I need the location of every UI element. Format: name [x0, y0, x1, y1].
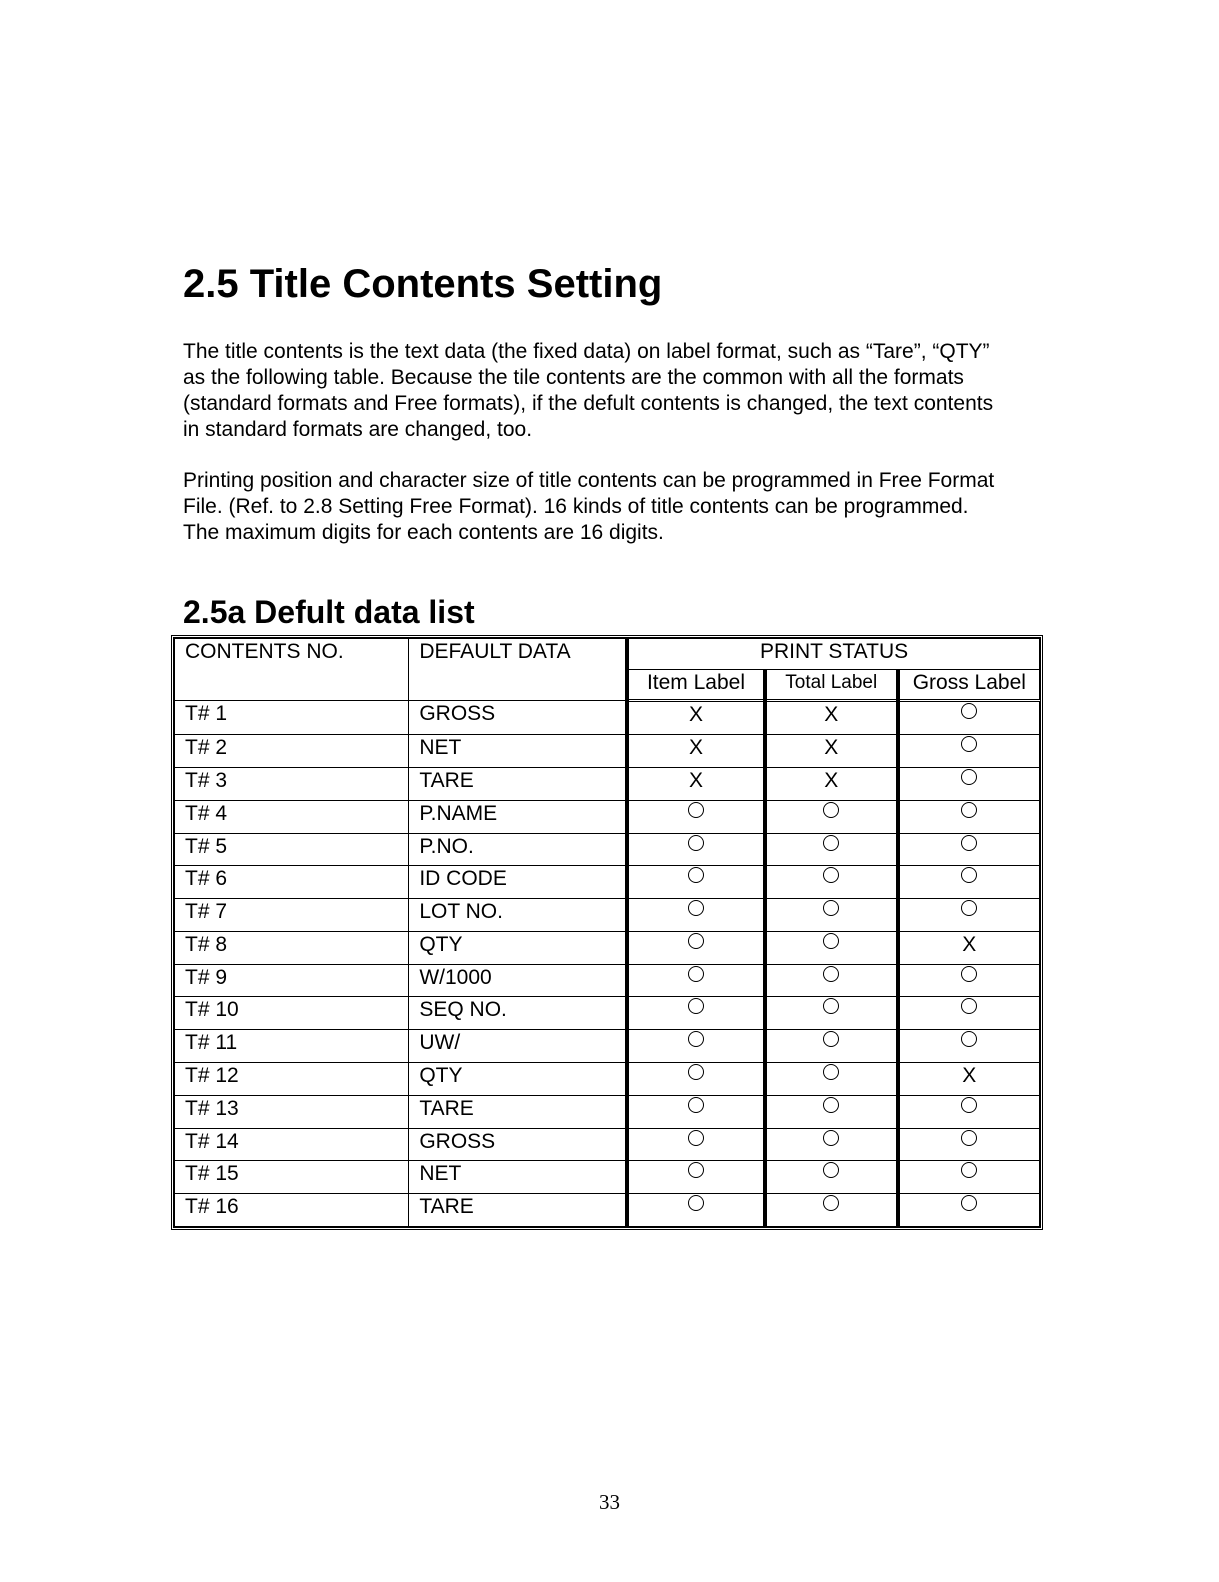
cell-total-label-status [765, 997, 898, 1030]
cell-item-label-status [627, 899, 765, 932]
cell-contents-no: T# 1 [175, 701, 409, 735]
cell-default-data: SEQ NO. [409, 997, 627, 1030]
cell-default-data: QTY [409, 931, 627, 964]
cell-gross-label-status [898, 1128, 1040, 1161]
circle-icon [688, 933, 704, 949]
circle-mark-wrap [687, 932, 705, 958]
table-row [175, 866, 1040, 899]
cell-item-label-status [627, 800, 765, 833]
cell-item-label-status [627, 1194, 765, 1227]
circle-icon [961, 966, 977, 982]
cell-contents-no: T# 11 [175, 1030, 409, 1063]
circle-icon [688, 835, 704, 851]
cell-contents-no: T# 7 [175, 899, 409, 932]
circle-mark-wrap [687, 1063, 705, 1089]
circle-mark-wrap [687, 801, 705, 827]
x-mark: X [688, 736, 703, 760]
circle-mark-wrap [687, 1129, 705, 1155]
cell-gross-label-status [898, 997, 1040, 1030]
circle-mark-wrap [960, 866, 978, 892]
circle-icon [823, 966, 839, 982]
circle-mark-wrap [960, 899, 978, 925]
circle-mark-wrap [960, 1161, 978, 1187]
x-mark: X [688, 768, 703, 792]
default-data-table-frame [171, 635, 1043, 1230]
circle-mark-wrap [960, 1030, 978, 1056]
section-title: 2.5a Defult data list [183, 594, 475, 630]
table-row [175, 1030, 1040, 1063]
table-row [175, 1194, 1040, 1227]
table-row [175, 1161, 1040, 1194]
x-mark: X [824, 703, 839, 727]
circle-mark-wrap [822, 801, 840, 827]
default-data-table [174, 638, 1040, 1227]
cell-default-data: TARE [409, 767, 627, 800]
table-row [175, 931, 1040, 964]
circle-icon [688, 1195, 704, 1211]
circle-mark-wrap [822, 932, 840, 958]
circle-icon [688, 1130, 704, 1146]
circle-mark-wrap [687, 899, 705, 925]
paragraph-line: in standard formats are changed, too. [183, 418, 533, 441]
cell-default-data: QTY [409, 1063, 627, 1096]
circle-icon [823, 1130, 839, 1146]
table-row [175, 1063, 1040, 1096]
paragraph-line: as the following table. Because the tile contents are the common with all the formats [183, 366, 964, 389]
cell-contents-no: T# 16 [175, 1194, 409, 1227]
circle-mark-wrap [822, 834, 840, 860]
cell-total-label-status [765, 931, 898, 964]
paragraph-line: The title contents is the text data (the fixed data) on label format, such as “Tare”, “QTY” [183, 340, 990, 363]
cell-gross-label-status [898, 735, 1040, 768]
circle-icon [688, 802, 704, 818]
cell-total-label-status [765, 701, 898, 735]
paragraph-line: Printing position and character size of title contents can be programmed in Free Format [183, 469, 995, 492]
circle-mark-wrap [960, 1129, 978, 1155]
cell-total-label-status [765, 866, 898, 899]
circle-mark-wrap [822, 866, 840, 892]
circle-mark-wrap [822, 1161, 840, 1187]
cell-default-data: LOT NO. [409, 899, 627, 932]
circle-mark-wrap [960, 834, 978, 860]
circle-icon [688, 966, 704, 982]
circle-mark-wrap [687, 1194, 705, 1220]
cell-item-label-status [627, 767, 765, 800]
cell-item-label-status [627, 735, 765, 768]
cell-default-data: NET [409, 1161, 627, 1194]
circle-icon [961, 802, 977, 818]
circle-icon [688, 1097, 704, 1113]
cell-total-label-status [765, 1095, 898, 1128]
cell-item-label-status [627, 866, 765, 899]
circle-mark-wrap [960, 965, 978, 991]
circle-icon [823, 835, 839, 851]
circle-mark-wrap [687, 1030, 705, 1056]
cell-default-data: UW/ [409, 1030, 627, 1063]
x-mark: X [962, 932, 977, 956]
cell-contents-no: T# 13 [175, 1095, 409, 1128]
cell-contents-no: T# 3 [175, 767, 409, 800]
cell-total-label-status [765, 1161, 898, 1194]
cell-gross-label-status [898, 1194, 1040, 1227]
table-row [175, 701, 1040, 735]
circle-icon [823, 1097, 839, 1113]
cell-item-label-status [627, 964, 765, 997]
cell-default-data: W/1000 [409, 964, 627, 997]
table-row [175, 767, 1040, 800]
cell-contents-no: T# 2 [175, 735, 409, 768]
x-mark: X [688, 703, 703, 727]
cell-total-label-status [765, 833, 898, 866]
cell-contents-no: T# 10 [175, 997, 409, 1030]
cell-total-label-status [765, 1030, 898, 1063]
circle-mark-wrap [822, 1194, 840, 1220]
cell-contents-no: T# 12 [175, 1063, 409, 1096]
cell-gross-label-status [898, 1095, 1040, 1128]
header-default-data: DEFAULT DATA [409, 639, 627, 701]
cell-item-label-status [627, 1161, 765, 1194]
page-title: 2.5 Title Contents Setting [183, 262, 663, 306]
table-row [175, 899, 1040, 932]
circle-mark-wrap [960, 702, 978, 728]
cell-gross-label-status [898, 899, 1040, 932]
cell-item-label-status [627, 931, 765, 964]
circle-mark-wrap [822, 965, 840, 991]
x-mark: X [824, 768, 839, 792]
circle-mark-wrap [687, 1096, 705, 1122]
table-row [175, 735, 1040, 768]
cell-item-label-status [627, 1030, 765, 1063]
x-mark: X [962, 1064, 977, 1088]
table-header-row [175, 639, 1040, 670]
table-row [175, 1128, 1040, 1161]
cell-item-label-status [627, 1128, 765, 1161]
header-gross-label: Gross Label [898, 669, 1040, 701]
table-row [175, 833, 1040, 866]
cell-gross-label-status [898, 833, 1040, 866]
cell-item-label-status [627, 833, 765, 866]
table-row [175, 1095, 1040, 1128]
cell-item-label-status [627, 997, 765, 1030]
cell-gross-label-status [898, 1063, 1040, 1096]
page-number: 33 [599, 1490, 620, 1514]
circle-icon [823, 802, 839, 818]
paragraph-line: File. (Ref. to 2.8 Setting Free Format). 16 kinds of title contents can be programmed. [183, 495, 969, 518]
cell-default-data: GROSS [409, 1128, 627, 1161]
circle-icon [961, 1130, 977, 1146]
circle-mark-wrap [960, 801, 978, 827]
header-print-status: PRINT STATUS [627, 639, 1039, 670]
circle-mark-wrap [687, 1161, 705, 1187]
cell-total-label-status [765, 800, 898, 833]
cell-default-data: P.NAME [409, 800, 627, 833]
cell-contents-no: T# 8 [175, 931, 409, 964]
cell-default-data: TARE [409, 1194, 627, 1227]
cell-default-data: GROSS [409, 701, 627, 735]
cell-gross-label-status [898, 767, 1040, 800]
cell-contents-no: T# 6 [175, 866, 409, 899]
cell-total-label-status [765, 1194, 898, 1227]
circle-mark-wrap [687, 866, 705, 892]
circle-mark-wrap [687, 834, 705, 860]
cell-contents-no: T# 14 [175, 1128, 409, 1161]
cell-gross-label-status [898, 701, 1040, 735]
cell-gross-label-status [898, 800, 1040, 833]
cell-default-data: TARE [409, 1095, 627, 1128]
cell-contents-no: T# 5 [175, 833, 409, 866]
x-mark: X [824, 736, 839, 760]
circle-mark-wrap [822, 899, 840, 925]
cell-total-label-status [765, 1063, 898, 1096]
cell-default-data: ID CODE [409, 866, 627, 899]
circle-mark-wrap [822, 1063, 840, 1089]
circle-mark-wrap [960, 768, 978, 794]
table-row [175, 997, 1040, 1030]
cell-total-label-status [765, 767, 898, 800]
cell-default-data: NET [409, 735, 627, 768]
circle-icon [688, 1064, 704, 1080]
header-item-label: Item Label [627, 669, 765, 701]
circle-mark-wrap [687, 997, 705, 1023]
cell-gross-label-status [898, 931, 1040, 964]
cell-item-label-status [627, 1095, 765, 1128]
cell-contents-no: T# 15 [175, 1161, 409, 1194]
table-row [175, 964, 1040, 997]
circle-mark-wrap [960, 1096, 978, 1122]
cell-contents-no: T# 9 [175, 964, 409, 997]
circle-mark-wrap [822, 1129, 840, 1155]
cell-gross-label-status [898, 1030, 1040, 1063]
cell-contents-no: T# 4 [175, 800, 409, 833]
paragraph-line: (standard formats and Free formats), if the defult contents is changed, the text contents [183, 392, 994, 415]
cell-total-label-status [765, 964, 898, 997]
cell-total-label-status [765, 735, 898, 768]
cell-gross-label-status [898, 866, 1040, 899]
circle-mark-wrap [960, 735, 978, 761]
circle-mark-wrap [822, 1096, 840, 1122]
header-contents-no: CONTENTS NO. [175, 639, 409, 701]
table-row [175, 800, 1040, 833]
cell-gross-label-status [898, 964, 1040, 997]
circle-mark-wrap [960, 997, 978, 1023]
circle-mark-wrap [822, 997, 840, 1023]
circle-icon [688, 900, 704, 916]
circle-mark-wrap [822, 1030, 840, 1056]
cell-gross-label-status [898, 1161, 1040, 1194]
paragraph-line: The maximum digits for each contents are 16 digits. [183, 521, 664, 544]
circle-mark-wrap [687, 965, 705, 991]
cell-default-data: P.NO. [409, 833, 627, 866]
circle-icon [961, 835, 977, 851]
free-format-paragraph [183, 468, 1063, 546]
intro-paragraph [183, 339, 1063, 443]
circle-mark-wrap [960, 1194, 978, 1220]
cell-item-label-status [627, 701, 765, 735]
cell-item-label-status [627, 1063, 765, 1096]
circle-icon [961, 1097, 977, 1113]
header-total-label: Total Label [765, 669, 898, 701]
cell-total-label-status [765, 899, 898, 932]
cell-total-label-status [765, 1128, 898, 1161]
